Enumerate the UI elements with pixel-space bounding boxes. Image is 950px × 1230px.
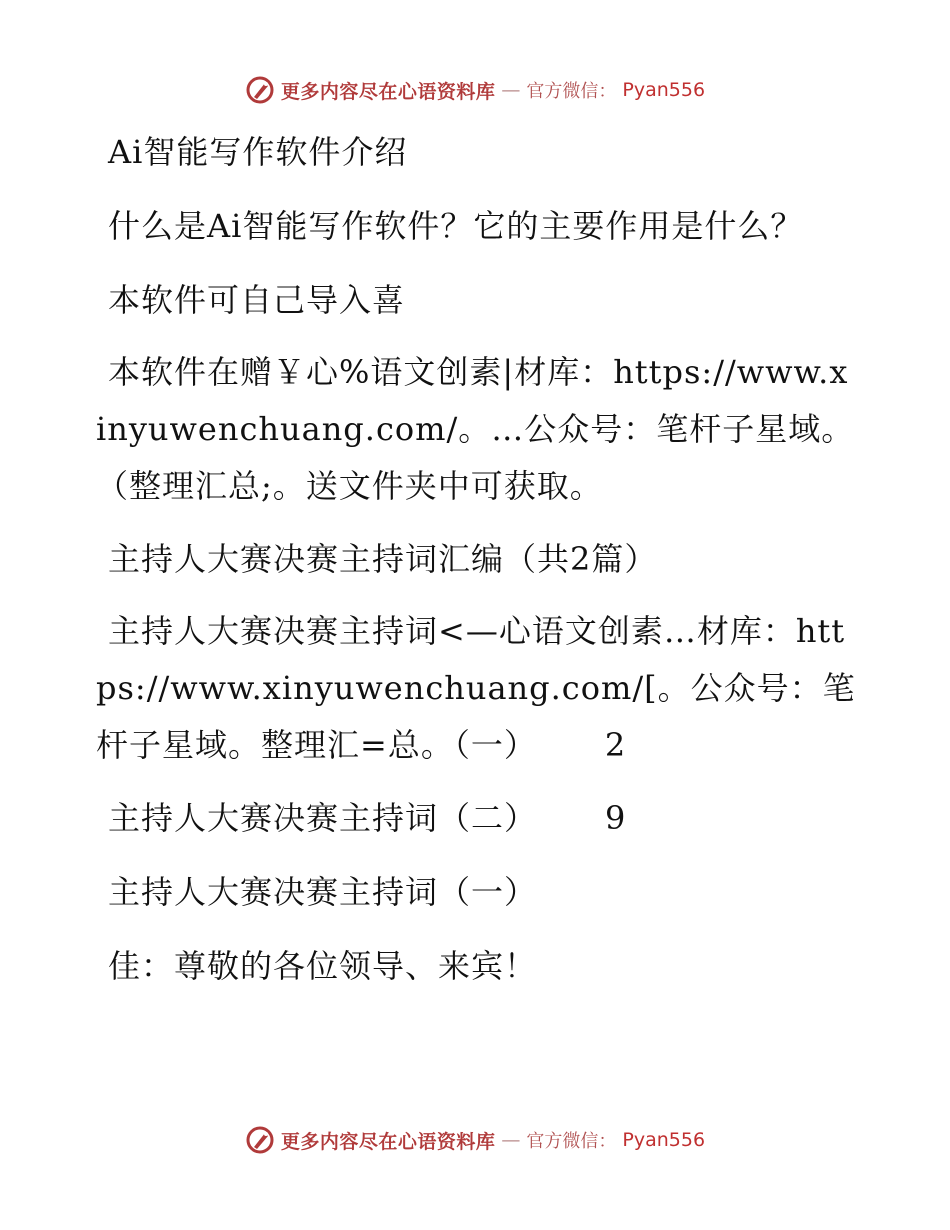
- toc-entry-1-page: 2: [604, 726, 627, 764]
- header-banner-text: 更多内容尽在心语资料库: [280, 80, 496, 103]
- footer-banner-separator: —: [501, 1129, 521, 1151]
- toc-entry-1-text: 主持人大赛决赛主持词<—心语文创素…材库：https://www.xinyuwenchuang.com/[。公众号：笔杆子星域。整理汇=总。（一）: [96, 612, 856, 764]
- document-body: [96, 122, 856, 1010]
- header-banner-label: 官方微信：: [526, 81, 617, 102]
- intro-line: 本软件可自己导入喜: [108, 281, 406, 319]
- footer-banner-wechat-id: Pyan556: [622, 1129, 706, 1151]
- footer-banner-label: 官方微信：: [526, 1131, 617, 1152]
- header-banner-inner: [245, 75, 705, 105]
- greeting-line: 佳：尊敬的各位领导、来宾！: [108, 947, 538, 985]
- toc-entry-2-page: 9: [605, 799, 627, 837]
- collection-title: 主持人大赛决赛主持词汇编（共2篇）: [108, 540, 658, 578]
- toc-entry-2-text: 主持人大赛决赛主持词（二）: [108, 799, 538, 837]
- section-heading: 主持人大赛决赛主持词（一）: [108, 873, 538, 911]
- footer-banner-text: 更多内容尽在心语资料库: [280, 1130, 496, 1153]
- pen-logo-icon: [245, 75, 275, 105]
- toc-entry-2: [96, 788, 856, 848]
- header-banner-wechat-id: Pyan556: [622, 79, 706, 101]
- question-paragraph: 什么是Ai智能写作软件？它的主要作用是什么？: [108, 207, 804, 245]
- toc-entry-1: [96, 603, 856, 774]
- resource-paragraph: 本软件在赠￥心%语文创素|材库：https://www.xinyuwenchuang.com/。…公众号：笔杆子星域。（整理汇总;。送文件夹中可获取。: [96, 353, 855, 505]
- header-banner: [0, 70, 950, 110]
- document-title: Ai智能写作软件介绍: [108, 133, 408, 171]
- header-banner-separator: —: [501, 79, 521, 101]
- footer-banner: [0, 1120, 950, 1160]
- pen-logo-icon: [245, 1125, 275, 1155]
- footer-banner-inner: [245, 1125, 705, 1155]
